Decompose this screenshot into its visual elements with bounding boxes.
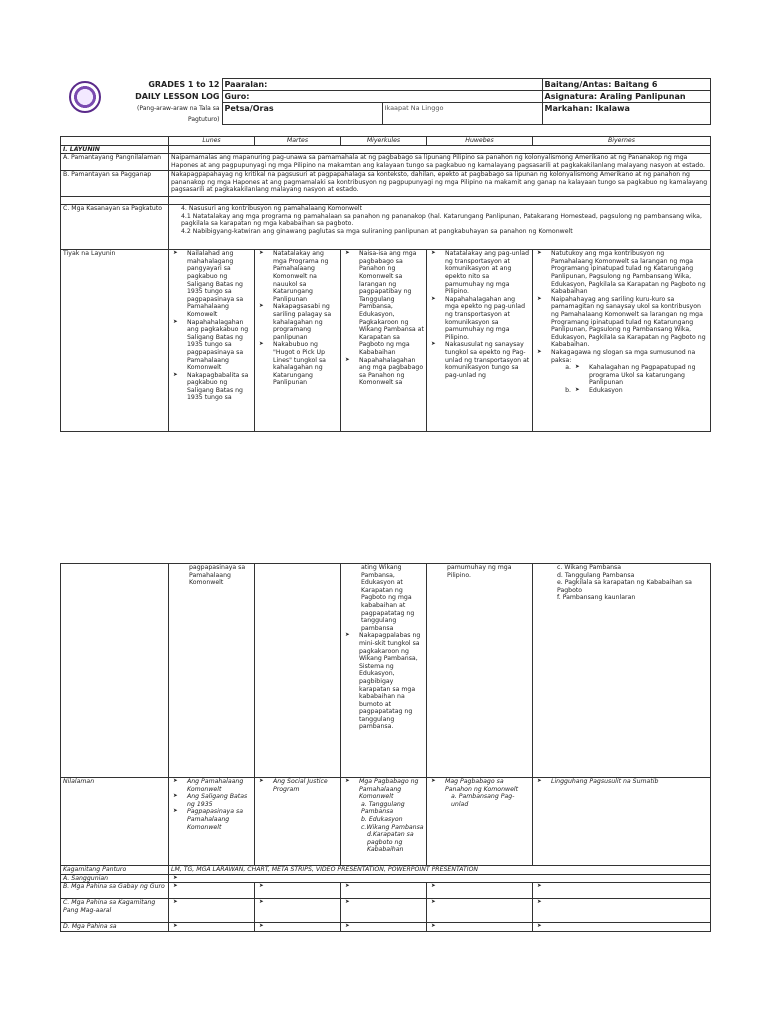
mag-aaral-miyerkules [341, 899, 427, 923]
d-label: D. Mga Pahina sa [61, 923, 169, 932]
tiyak-cont-label [61, 564, 169, 778]
baitang-label: Baitang/Antas: Baitang 6 [542, 79, 710, 91]
nilalaman-martes [255, 778, 341, 866]
list-item: ➤ Pagpapasinaya sa Pamahalaang Komonwelt [171, 808, 252, 831]
nilalaman-miyerkules [341, 778, 427, 866]
day-header-miyerkules: Miyerkules [341, 137, 427, 146]
day-header-martes: Martes [255, 137, 341, 146]
main-table-part1 [60, 136, 711, 432]
spacer-cell [61, 197, 169, 205]
list-item: ➤ Naisa-isa ang mga pagbabago sa Panahon ng Komonwelt sa larangan ng pagpapatibay ng Tanggulang Pambansa, Edukasyon, Pagkakaroon ng Wikang Pambansa at Karapatan sa Pagboto ng mga Kababaihan [343, 250, 424, 356]
kasanayan-line: 4. Nasusuri ang kontribusyon ng pamahalaang Komonwelt [181, 205, 363, 213]
sub-item: c.Wikang Pambansa [361, 823, 424, 831]
d-martes [255, 923, 341, 932]
list-item: ➤ Ang Saligang Batas ng 1935 [171, 793, 252, 808]
deped-seal-logo [69, 81, 101, 113]
tiyak-cont-miyerkules [341, 564, 427, 778]
sanggunian-cell [169, 874, 711, 883]
nilalaman-lunes [169, 778, 255, 866]
kagamitan-text: LM, TG, MGA LARAWAN, CHART, META STRIPS, VIDEO PRESENTATION, POWERPOINT PRESENTATION [169, 866, 711, 875]
list-item: ➤ Nakapagsasabi ng sariling palagay sa kahalagahan ng programang panlipunan [257, 303, 338, 341]
sub-item: d.Karapatan sa pagboto ng Kababaihan [367, 831, 414, 854]
petsa-label: Petsa/Oras [222, 103, 382, 125]
list-item: ➤ Nakabubuo ng "Hugot o Pick Up Lines" tungkol sa kahalagahan ng Katarungang Panlipunan [257, 341, 338, 387]
d-miyerkules [341, 923, 427, 932]
grades-title: GRADES 1 to 12 [148, 79, 220, 89]
sub-item: a. Pambansang Pag-unlad [451, 793, 515, 808]
list-item: ➤ Ang Social Justice Program [257, 778, 338, 793]
mag-aaral-huwebes [427, 899, 533, 923]
sub-item: d. Tanggulang Pambansa [557, 571, 635, 579]
kasanayan-line: 4.2 Nabibigyang-katwiran ang ginawang paglutas sa mga suliraning panlipunan at pangkabuhayan sa panahon ng Komonwelt [181, 227, 573, 235]
header-table [60, 78, 711, 125]
tiyak-cont-lunes [169, 564, 255, 778]
list-item: ➤ Lingguhang Pagsusulit na Sumatib [535, 778, 708, 786]
tiyak-biyernes [533, 250, 711, 432]
continued-text: pamumuhay ng mga Pilipino. [447, 564, 512, 579]
main-table-part2 [60, 563, 711, 932]
gabay-miyerkules [341, 883, 427, 899]
gabay-martes [255, 883, 341, 899]
tiyak-cont-biyernes [533, 564, 711, 778]
d-huwebes [427, 923, 533, 932]
sub-item: ➤ a. Kahalagahan ng Pagpapatupad ng programa Ukol sa katarungang Panlipunan [573, 364, 708, 387]
list-item: ➤ Nailalahad ang mahahalagang pangyayari sa pagkabuo ng Saligang Batas ng 1935 tungo sa pagpapasinaya sa Pamahalaang Komowelt [171, 250, 252, 318]
sub-item: ➤ b. Edukasyon [573, 387, 708, 395]
continued-text: ating Wikang Pambansa, Edukasyon at Karapatan ng Pagboto ng mga kababaihan at pagpapatatag ng tanggulang pambansa [361, 564, 415, 632]
sub-item: f. Pambansang kaunlaran [557, 594, 636, 602]
dll-subtitle: (Pang-araw-araw na Tala sa Pagtuturo) [137, 104, 220, 123]
logo-cell [60, 79, 110, 125]
list-item: ➤ Natatalakay ang mga Programa ng Pamahalaang Komonwelt na nauukol sa Katarungang Panlipunan [257, 250, 338, 303]
nilalaman-label: Nilalaman [61, 778, 169, 866]
sub-item: b. Edukasyon [361, 815, 403, 823]
kagamitan-label: Kagamitang Panturo [61, 866, 169, 875]
day-header-lunes: Lunes [169, 137, 255, 146]
sub-item: e. Pagkilala sa karapatan ng Kababaihan sa Pagboto [557, 579, 692, 594]
day-header-biyernes: Biyernes [533, 137, 711, 146]
tiyak-cont-huwebes [427, 564, 533, 778]
paaralan-label: Paaralan: [222, 79, 542, 91]
tiyak-na-layunin-label: Tiyak na Layunin [61, 250, 169, 432]
d-biyernes [533, 923, 711, 932]
markahan-label: Markahan: Ikalawa [542, 103, 710, 125]
linggo-label: Ikaapat Na Linggo [382, 103, 542, 125]
dll-title: DAILY LESSON LOG [135, 91, 220, 101]
kasanayan-cell [169, 205, 711, 250]
pamantayang-pangnilalaman-label: A. Pamantayang Pangnilalaman [61, 154, 169, 171]
tiyak-huwebes [427, 250, 533, 432]
list-item: ➤ Natatalakay ang pag-unlad ng transportasyon at komunikasyon at ang epekto nito sa pamumuhay ng mga Pilipino. [429, 250, 530, 296]
spacer-cell [169, 197, 711, 205]
list-item: ➤ Napahahalagahan ang mga epekto ng pag-unlad ng transportasyon at komunikasyon sa pamumuhay ng mga Pilipino. [429, 296, 530, 342]
kasanayan-line: 4.1 Natatalakay ang mga programa ng pamahalaan sa panahon ng pananakop (hal. Katarungang Panlipunan, Patakarang Homestead, pagsulong ng pambansang wika, pagkilala sa karapatan ng mga kababaihan sa pagboto. [181, 212, 702, 228]
tiyak-martes [255, 250, 341, 432]
tiyak-miyerkules [341, 250, 427, 432]
gabay-biyernes [533, 883, 711, 899]
continued-text: pagpapasinaya sa Pamahalaang Komonwelt [189, 564, 246, 587]
asignatura-label: Asignatura: Araling Panlipunan [542, 91, 710, 103]
sub-item: a. Tanggulang Pambansa [361, 800, 405, 816]
list-item: ➤ Napahahalagahan ang mga pagbabago sa Panahon ng Komonwelt sa [343, 357, 424, 387]
gabay-label: B. Mga Pahina sa Gabay ng Guro [61, 883, 169, 899]
kasanayan-label: C. Mga Kasanayan sa Pagkatuto [61, 205, 169, 250]
sanggunian-label: A. Sanggunian [61, 874, 169, 883]
layunin-blank [169, 145, 711, 154]
mag-aaral-biyernes [533, 899, 711, 923]
blank-header-cell [61, 137, 169, 146]
gabay-huwebes [427, 883, 533, 899]
list-item: ➤ Nakasusulat ng sanaysay tungkol sa epekto ng Pag-unlad ng transportasyon at komunikasyon tungo sa pag-unlad ng [429, 341, 530, 379]
gabay-lunes [169, 883, 255, 899]
tiyak-cont-martes [255, 564, 341, 778]
d-lunes [169, 923, 255, 932]
layunin-label: I. LAYUNIN [61, 145, 169, 154]
mag-aaral-lunes [169, 899, 255, 923]
list-item-text: Nakagagawa ng slogan sa mga sumusunod na paksa: [551, 348, 696, 364]
pamantayang-pangnilalaman-text: Naipamamalas ang mapanuring pag-unawa sa pamamahala at ng pagbabago sa lipunang Pilipino sa panahon ng kolonyalismong Amerikano at ng Pananakop ng mga Hapones at ang pagpupunyagi ng mga Pilipino na makamtan ang kalayaan tungo sa pagkabuo ng kamalayang pagsasarili at pagkakakilanlang malayang nasyon at estado. [169, 154, 711, 171]
guro-label: Guro: [222, 91, 542, 103]
list-item: ➤ Nakapagbabalita sa pagkabuo ng Saligang Batas ng 1935 tungo sa [171, 372, 252, 402]
pamantayan-sa-pagganap-label: B. Pamantayan sa Pagganap [61, 171, 169, 197]
list-item: ➤ Mga Pagbabago ng Pamahalaang Komonwelt [343, 778, 424, 801]
list-item: ➤ Nakapagpalabas ng mini-skit tungkol sa pagkakaroon ng Wikang Pambansa, Sistema ng Edukasyon, pagbibigay karapatan sa mga kababaihan na bumoto at pagpapatatag ng tanggulang pambansa. [343, 632, 424, 731]
nilalaman-biyernes [533, 778, 711, 866]
list-item: ➤ Mag Pagbabago sa Panahon ng Komonwelt [429, 778, 530, 793]
sub-item: c. Wikang Pambansa [557, 564, 622, 571]
list-item: ➤ Napahahalagahan ang pagkakabuo ng Saligang Batas ng 1935 tungo sa pagpapasinaya sa Pamahalaang Komonwelt [171, 319, 252, 372]
mag-aaral-martes [255, 899, 341, 923]
day-header-huwebes: Huwebes [427, 137, 533, 146]
list-item [535, 349, 708, 395]
list-item: ➤ Ang Pamahalaang Komonwelt [171, 778, 252, 793]
pamantayan-sa-pagganap-text: Nakapagpapahayag ng kritikal na pagsusuri at pagpapahalaga sa konteksto, dahilan, epekto at pagbabago sa lipunan ng kolonyalismong Amerikano at ng panahon ng pananakop ng mga Hapones at ang pagmamalaki sa kontribusyon ng pagpupunyagi ng mga Pilipino na makamit ang ganap na kalayaan tungo sa pagkabuo ng kamalayang pagsasarili at pagkakakilanlang malayang nasyon at estado. [169, 171, 711, 197]
kagamitang-pang-mag-aaral-label: C. Mga Pahina sa Kagamitang Pang Mag-aaral [61, 899, 169, 923]
list-item: ➤ Natutukoy ang mga kontribusyon ng Pamahalaang Komonwelt sa larangan ng mga Programang ipinatupad tulad ng Katarungang Panlipunan, Pagsulong ng Pambansang Wika, Edukasyon, Pagkilala sa Karapatan ng Pagboto ng Kababaihan [535, 250, 708, 296]
tiyak-lunes [169, 250, 255, 432]
list-item: ➤ Naipahahayag ang sariling kuru-kuro sa pamamagitan ng sanaysay ukol sa kontribusyon ng Pamahalaang Komonwelt sa larangan ng mga Programang ipinatupad tulad ng Katarungang Panlipunan, Pagsulong ng Pambansang Wika, Edukasyon, Pagkilala sa Karapatan ng Pagboto ng Kababaihan. [535, 296, 708, 349]
nilalaman-huwebes [427, 778, 533, 866]
